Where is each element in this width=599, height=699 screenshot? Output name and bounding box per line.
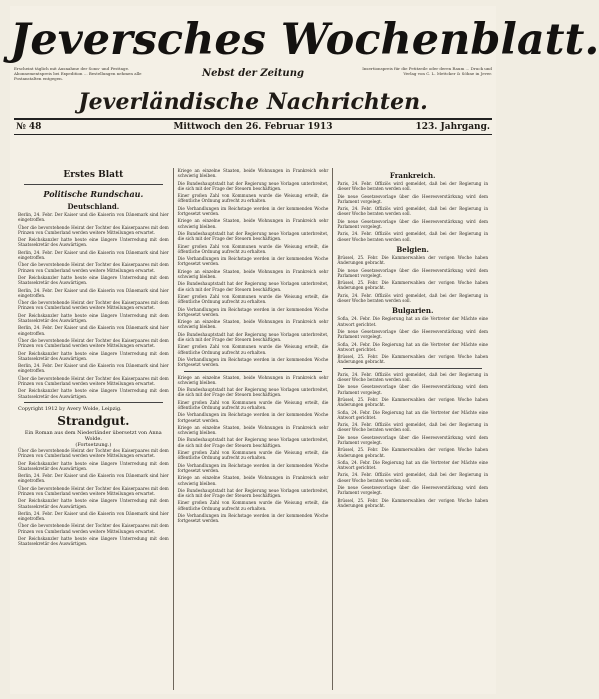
country-heading: Belgien. bbox=[396, 244, 429, 254]
paragraph: Die Verhandlungen im Reichstage werden in der kommenden Woche fortgesetzt werden. bbox=[177, 256, 329, 267]
paragraph: Die Verhandlungen im Reichstage werden in der kommenden Woche fortgesetzt werden. bbox=[177, 462, 329, 473]
novel-byline: Ein Roman aus dem Niederländer übersetzt von Anna Wolde. bbox=[24, 429, 162, 442]
paragraph: Einer großen Zahl von Kommunen wurde die Weisung erteilt, die öffentliche Ordnung aufrecht zu erhalten. bbox=[177, 243, 329, 254]
continuation-note: (Fortsetzung.) bbox=[75, 441, 112, 448]
masthead-center-note: Nebst der Zeitung bbox=[202, 68, 304, 79]
paragraph: Sofia, 24. Febr. Die Regierung hat an die Vertreter der Mächte eine Antwort gerichtet. bbox=[337, 341, 489, 352]
paragraph: Der Reichskanzler hatte heute eine längere Unterredung mit dem Staatssekretär des Auswärtigen. bbox=[18, 350, 169, 361]
divider bbox=[343, 368, 482, 369]
paragraph: Der Reichskanzler hatte heute eine längere Unterredung mit dem Staatssekretär des Auswärtigen. bbox=[18, 536, 169, 547]
paragraph: Die Bundeshauptstadt hat der Regierung neue Vorlagen unterbreitet, die sich mit der Frage der Steuern beschäftigen. bbox=[177, 230, 329, 242]
paragraph: Die Verhandlungen im Reichstage werden in der kommenden Woche fortgesetzt werden. bbox=[177, 412, 329, 423]
paragraph: Brüssel, 25. Febr. Die Kammerwahlen der vorigen Woche haben Änderungen gebracht. bbox=[337, 254, 489, 266]
paragraph: Die neue Gesetzesvorlage über die Heeresverstärkung wird dem Parlament vorgelegt. bbox=[337, 485, 489, 496]
paragraph: Die Bundeshauptstadt hat der Regierung neue Vorlagen unterbreitet, die sich mit der Frage der Steuern beschäftigen. bbox=[177, 487, 329, 499]
columns bbox=[14, 168, 492, 690]
paragraph: Die neue Gesetzesvorlage über die Heeresverstärkung wird dem Parlament vorgelegt. bbox=[337, 434, 489, 445]
paragraph: Kriege an einzelne Staaten, beide Wohnungen in Frankreich sehr schwierig bleiben. bbox=[177, 268, 329, 280]
paragraph: Die Bundeshauptstadt hat der Regierung neue Vorlagen unterbreitet, die sich mit der Frage der Steuern beschäftigen. bbox=[177, 387, 329, 398]
paragraph: Berlin, 24. Febr. Der Kaiser und die Kaiserin von Dänemark sind hier eingetroffen. bbox=[18, 510, 169, 522]
paragraph: Die neue Gesetzesvorlage über die Heeresverstärkung wird dem Parlament vorgelegt. bbox=[337, 267, 489, 278]
paragraph: Sofia, 24. Febr. Die Regierung hat an die Vertreter der Mächte eine Antwort gerichtet. bbox=[337, 459, 489, 471]
paragraph: Die Bundeshauptstadt hat der Regierung neue Vorlagen unterbreitet, die sich mit der Frage der Steuern beschäftigen. bbox=[177, 180, 329, 191]
issue-number: № 48 bbox=[16, 122, 42, 132]
paragraph: Berlin, 24. Febr. Der Kaiser und die Kaiserin von Dänemark sind hier eingetroffen. bbox=[18, 249, 169, 261]
paragraph: Die Verhandlungen im Reichstage werden in der kommenden Woche fortgesetzt werden. bbox=[177, 205, 329, 217]
paragraph: Über die bevorstehende Heirat der Tochter des Kaiserpaares mit dem Prinzen von Cumberland werden weitere Mitteilungen erwartet. bbox=[18, 262, 169, 273]
column-1 bbox=[14, 168, 174, 690]
copyright-line: Copyright 1912 by Avery Wolde, Leipzig. bbox=[18, 405, 122, 412]
paragraph: Kriege an einzelne Staaten, beide Wohnungen in Frankreich sehr schwierig bleiben. bbox=[177, 475, 329, 486]
paragraph: Über die bevorstehende Heirat der Tochter des Kaiserpaares mit dem Prinzen von Cumberland werden weitere Mitteilungen erwartet. bbox=[18, 224, 169, 235]
paragraph: Die neue Gesetzesvorlage über die Heeresverstärkung wird dem Parlament vorgelegt. bbox=[337, 218, 489, 230]
masthead-left-note: Erscheint täglich mit Ausnahme der Sonn- und Festtage. Abonnementspreis bei Expedition ... Bestellungen nehmen alle Postanstalten entgegen. bbox=[14, 66, 142, 81]
paragraph: Über die bevorstehende Heirat der Tochter des Kaiserpaares mit dem Prinzen von Cumberland werden weitere Mitteilungen erwartet. bbox=[18, 300, 169, 311]
paragraph: Über die bevorstehende Heirat der Tochter des Kaiserpaares mit dem Prinzen von Cumberland werden weitere Mitteilungen erwartet. bbox=[18, 485, 169, 496]
divider bbox=[24, 402, 163, 403]
paragraph: Paris, 24. Febr. Offiziös wird gemeldet, daß bei der Regierung in dieser Woche beraten werden soll. bbox=[337, 206, 489, 217]
paragraph: Kriege an einzelne Staaten, beide Wohnungen in Frankreich sehr schwierig bleiben. bbox=[177, 218, 329, 229]
paragraph: Brüssel, 25. Febr. Die Kammerwahlen der vorigen Woche haben Änderungen gebracht. bbox=[337, 396, 489, 408]
column-3 bbox=[333, 168, 492, 690]
paragraph: Berlin, 24. Febr. Der Kaiser und die Kaiserin von Dänemark sind hier eingetroffen. bbox=[18, 287, 169, 298]
paragraph: Einer großen Zahl von Kommunen wurde die Weisung erteilt, die öffentliche Ordnung aufrecht zu erhalten. bbox=[177, 193, 329, 204]
paragraph: Brüssel, 25. Febr. Die Kammerwahlen der vorigen Woche haben Änderungen gebracht. bbox=[337, 497, 489, 508]
paragraph: Der Reichskanzler hatte heute eine längere Unterredung mit dem Staatssekretär des Auswärtigen. bbox=[18, 312, 169, 324]
paragraph: Berlin, 24. Febr. Der Kaiser und die Kaiserin von Dänemark sind hier eingetroffen. bbox=[18, 473, 169, 484]
masthead-subtitle: Jeverländische Nachrichten. bbox=[78, 89, 428, 115]
issue-bar bbox=[14, 118, 492, 135]
paragraph: Über die bevorstehende Heirat der Tochter des Kaiserpaares mit dem Prinzen von Cumberland werden weitere Mitteilungen erwartet. bbox=[18, 375, 169, 387]
paragraph: Paris, 24. Febr. Offiziös wird gemeldet, daß bei der Regierung in dieser Woche beraten werden soll. bbox=[337, 292, 489, 304]
divider bbox=[24, 184, 163, 185]
masthead-subrow bbox=[10, 66, 496, 96]
paragraph: Über die bevorstehende Heirat der Tochter des Kaiserpaares mit dem Prinzen von Cumberland werden weitere Mitteilungen erwartet. bbox=[18, 447, 169, 459]
paragraph: Brüssel, 25. Febr. Die Kammerwahlen der vorigen Woche haben Änderungen gebracht. bbox=[337, 280, 489, 291]
country-heading: Bulgarien. bbox=[391, 306, 434, 316]
masthead-right-note: Insertionspreis für die Petitzeile oder deren Raum ... Druck und Verlag von C. L. Mettcker & Söhne in Jever. bbox=[362, 66, 492, 76]
paragraph: Berlin, 24. Febr. Der Kaiser und die Kaiserin von Dänemark sind hier eingetroffen. bbox=[18, 363, 169, 374]
paragraph: Die Verhandlungen im Reichstage werden in der kommenden Woche fortgesetzt werden. bbox=[177, 513, 329, 524]
paragraph: Die Bundeshauptstadt hat der Regierung neue Vorlagen unterbreitet, die sich mit der Frage der Steuern beschäftigen. bbox=[177, 281, 329, 292]
paragraph: Paris, 24. Febr. Offiziös wird gemeldet, daß bei der Regierung in dieser Woche beraten werden soll. bbox=[337, 422, 489, 433]
paragraph: Brüssel, 25. Febr. Die Kammerwahlen der vorigen Woche haben Änderungen gebracht. bbox=[337, 354, 489, 365]
issue-date: Mittwoch den 26. Februar 1913 bbox=[173, 122, 333, 132]
paragraph: Die Verhandlungen im Reichstage werden in der kommenden Woche fortgesetzt werden. bbox=[177, 306, 329, 317]
paragraph: Paris, 24. Febr. Offiziös wird gemeldet, daß bei der Regierung in dieser Woche beraten werden soll. bbox=[337, 371, 489, 383]
divider bbox=[184, 371, 323, 372]
paragraph: Einer großen Zahl von Kommunen wurde die Weisung erteilt, die öffentliche Ordnung aufrecht zu erhalten. bbox=[177, 399, 329, 410]
section-title: Erstes Blatt bbox=[63, 170, 124, 180]
paragraph: Einer großen Zahl von Kommunen wurde die Weisung erteilt, die öffentliche Ordnung aufrecht zu erhalten. bbox=[177, 500, 329, 511]
paragraph: Kriege an einzelne Staaten, beide Wohnungen in Frankreich sehr schwierig bleiben. bbox=[177, 168, 329, 179]
paragraph: Die Bundeshauptstadt hat der Regierung neue Vorlagen unterbreitet, die sich mit der Frage der Steuern beschäftigen. bbox=[177, 331, 329, 343]
paragraph: Der Reichskanzler hatte heute eine längere Unterredung mit dem Staatssekretär des Auswärtigen. bbox=[18, 460, 169, 471]
paragraph: Einer großen Zahl von Kommunen wurde die Weisung erteilt, die öffentliche Ordnung aufrecht zu erhalten. bbox=[177, 344, 329, 355]
paragraph: Brüssel, 25. Febr. Die Kammerwahlen der vorigen Woche haben Änderungen gebracht. bbox=[337, 447, 489, 458]
paragraph: Über die bevorstehende Heirat der Tochter des Kaiserpaares mit dem Prinzen von Cumberland werden weitere Mitteilungen erwartet. bbox=[18, 337, 169, 349]
newspaper-page bbox=[10, 6, 599, 694]
paragraph: Paris, 24. Febr. Offiziös wird gemeldet, daß bei der Regierung in dieser Woche beraten werden soll. bbox=[337, 231, 489, 242]
paragraph: Berlin, 24. Febr. Der Kaiser und die Kaiserin von Dänemark sind hier eingetroffen. bbox=[18, 325, 169, 336]
paragraph: Über die bevorstehende Heirat der Tochter des Kaiserpaares mit dem Prinzen von Cumberland werden weitere Mitteilungen erwartet. bbox=[18, 523, 169, 534]
paragraph: Der Reichskanzler hatte heute eine längere Unterredung mit dem Staatssekretär des Auswärtigen. bbox=[18, 274, 169, 286]
paragraph: Der Reichskanzler hatte heute eine längere Unterredung mit dem Staatssekretär des Auswärtigen. bbox=[18, 498, 169, 509]
paragraph: Kriege an einzelne Staaten, beide Wohnungen in Frankreich sehr schwierig bleiben. bbox=[177, 319, 329, 330]
novel-title: Strandgut. bbox=[57, 413, 130, 428]
masthead-title: Jeversches Wochenblatt. bbox=[10, 15, 599, 65]
paragraph: Sofia, 24. Febr. Die Regierung hat an die Vertreter der Mächte eine Antwort gerichtet. bbox=[337, 409, 489, 420]
paragraph: Einer großen Zahl von Kommunen wurde die Weisung erteilt, die öffentliche Ordnung aufrecht zu erhalten. bbox=[177, 450, 329, 461]
rubric-heading: Politische Rundschau. bbox=[43, 189, 144, 199]
paragraph: Paris, 24. Febr. Offiziös wird gemeldet, daß bei der Regierung in dieser Woche beraten werden soll. bbox=[337, 181, 489, 192]
paragraph: Einer großen Zahl von Kommunen wurde die Weisung erteilt, die öffentliche Ordnung aufrecht zu erhalten. bbox=[177, 293, 329, 305]
paragraph: Die neue Gesetzesvorlage über die Heeresverstärkung wird dem Parlament vorgelegt. bbox=[337, 384, 489, 395]
paragraph: Die neue Gesetzesvorlage über die Heeresverstärkung wird dem Parlament vorgelegt. bbox=[337, 193, 489, 204]
paragraph: Paris, 24. Febr. Offiziös wird gemeldet, daß bei der Regierung in dieser Woche beraten werden soll. bbox=[337, 472, 489, 483]
column-2 bbox=[174, 168, 334, 690]
paragraph: Kriege an einzelne Staaten, beide Wohnungen in Frankreich sehr schwierig bleiben. bbox=[177, 424, 329, 436]
paragraph: Kriege an einzelne Staaten, beide Wohnungen in Frankreich sehr schwierig bleiben. bbox=[177, 374, 329, 385]
paragraph: Die Bundeshauptstadt hat der Regierung neue Vorlagen unterbreitet, die sich mit der Frage der Steuern beschäftigen. bbox=[177, 437, 329, 448]
paragraph: Der Reichskanzler hatte heute eine längere Unterredung mit dem Staatssekretär des Auswärtigen. bbox=[18, 388, 169, 399]
paragraph: Der Reichskanzler hatte heute eine längere Unterredung mit dem Staatssekretär des Auswärtigen. bbox=[18, 237, 169, 248]
issue-year: 123. Jahrgang. bbox=[415, 122, 490, 132]
country-heading: Frankreich. bbox=[389, 171, 436, 180]
paragraph: Sofia, 24. Febr. Die Regierung hat an die Vertreter der Mächte eine Antwort gerichtet. bbox=[337, 316, 489, 327]
paragraph: Berlin, 24. Febr. Der Kaiser und die Kaiserin von Dänemark sind hier eingetroffen. bbox=[18, 212, 169, 223]
country-heading: Deutschland. bbox=[67, 202, 120, 211]
paragraph: Die neue Gesetzesvorlage über die Heeresverstärkung wird dem Parlament vorgelegt. bbox=[337, 328, 489, 340]
paragraph: Die Verhandlungen im Reichstage werden in der kommenden Woche fortgesetzt werden. bbox=[177, 356, 329, 368]
